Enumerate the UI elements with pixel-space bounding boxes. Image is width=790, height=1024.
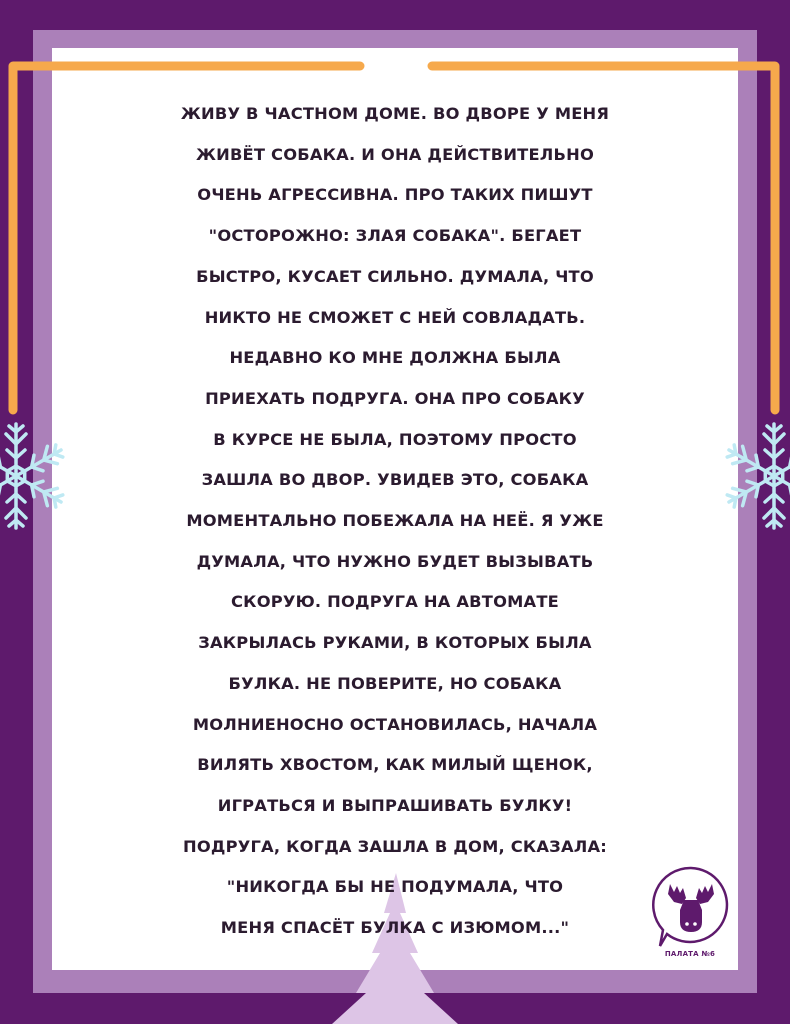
- story-line: "ОСТОРОЖНО: ЗЛАЯ СОБАКА". БЕГАЕТ: [208, 226, 582, 246]
- story-line: ПРИЕХАТЬ ПОДРУГА. ОНА ПРО СОБАКУ: [205, 388, 585, 408]
- story-line: ДУМАЛА, ЧТО НУЖНО БУДЕТ ВЫЗЫВАТЬ: [196, 551, 594, 571]
- story-line: ЖИВУ В ЧАСТНОМ ДОМЕ. ВО ДВОРЕ У МЕНЯ: [180, 104, 610, 123]
- story-line: ЖИВЁТ СОБАКА. И ОНА ДЕЙСТВИТЕЛЬНО: [195, 144, 595, 164]
- story-line: ЗАШЛА ВО ДВОР. УВИДЕВ ЭТО, СОБАКА: [201, 470, 589, 490]
- story-line: МОЛНИЕНОСНО ОСТАНОВИЛАСЬ, НАЧАЛА: [192, 714, 598, 734]
- story-line: БЫСТРО, КУСАЕТ СИЛЬНО. ДУМАЛА, ЧТО: [196, 266, 594, 286]
- story-line: ПОДРУГА, КОГДА ЗАШЛА В ДОМ, СКАЗАЛА:: [183, 836, 607, 856]
- story-line: ИГРАТЬСЯ И ВЫПРАШИВАТЬ БУЛКУ!: [217, 795, 573, 815]
- snowflake-icon: [0, 420, 72, 532]
- story-line: В КУРСЕ НЕ БЫЛА, ПОЭТОМУ ПРОСТО: [213, 429, 577, 449]
- story-text: [86, 94, 704, 949]
- story-line: МОМЕНТАЛЬНО ПОБЕЖАЛА НА НЕЁ. Я УЖЕ: [186, 511, 604, 531]
- story-line: "НИКОГДА БЫ НЕ ПОДУМАЛА, ЧТО: [226, 877, 564, 897]
- story-line: ВИЛЯТЬ ХВОСТОМ, КАК МИЛЫЙ ЩЕНОК,: [197, 755, 593, 775]
- snowflake-icon: [718, 420, 790, 532]
- logo-label: ПАЛАТА №6: [664, 950, 716, 958]
- story-line: БУЛКА. НЕ ПОВЕРИТЕ, НО СОБАКА: [228, 673, 562, 693]
- story-line: ОЧЕНЬ АГРЕССИВНА. ПРО ТАКИХ ПИШУТ: [197, 185, 593, 205]
- moose-icon: [646, 862, 736, 962]
- story-line: СКОРУЮ. ПОДРУГА НА АВТОМАТЕ: [231, 592, 559, 612]
- story-line: МЕНЯ СПАСЁТ БУЛКА С ИЗЮМОМ...": [220, 918, 570, 938]
- story-line: НЕДАВНО КО МНЕ ДОЛЖНА БЫЛА: [229, 348, 561, 368]
- story-line: НИКТО НЕ СМОЖЕТ С НЕЙ СОВЛАДАТЬ.: [204, 307, 586, 327]
- story-line: ЗАКРЫЛАСЬ РУКАМИ, В КОТОРЫХ БЫЛА: [198, 633, 592, 653]
